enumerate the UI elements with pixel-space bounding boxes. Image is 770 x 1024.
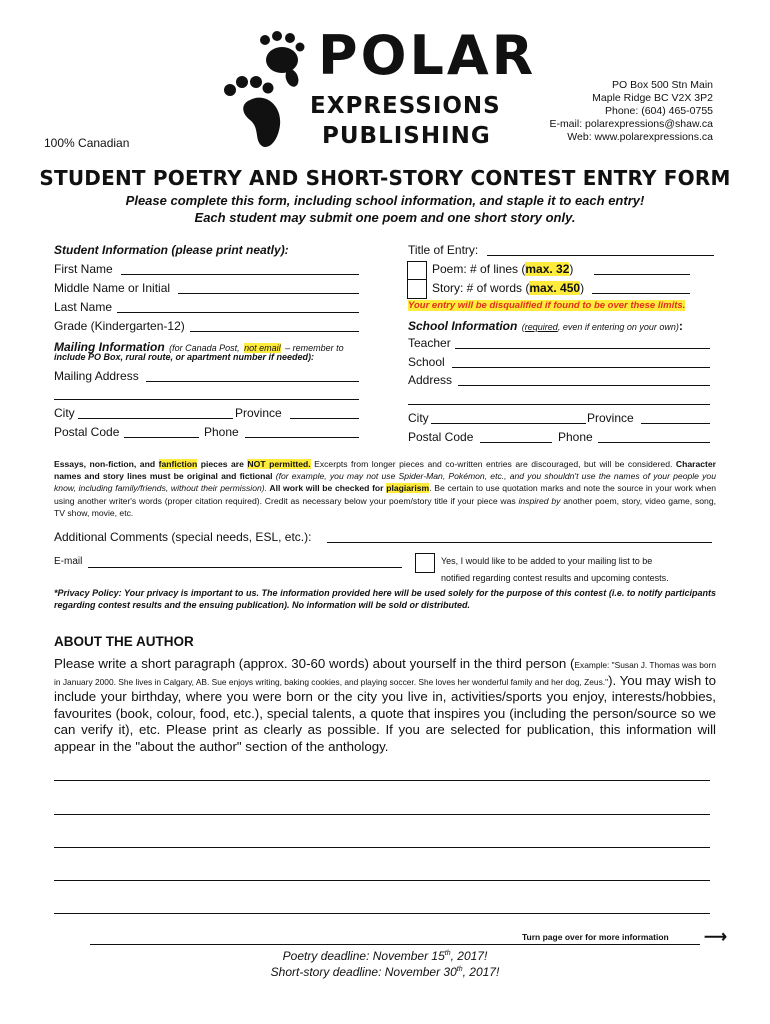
canadian-label: 100% Canadian <box>44 136 130 150</box>
address-line: Phone: (604) 465-0755 <box>605 105 713 117</box>
about-author-lead: Please write a short paragraph (approx. 30-60 words) about yourself in the third person ( <box>54 656 575 671</box>
rules-inspired-by: inspired by <box>518 495 561 506</box>
school-label: School <box>408 355 445 369</box>
province-label: Province <box>235 406 282 420</box>
poetry-deadline-sup: th <box>444 950 451 957</box>
rules-paragraph <box>54 458 716 519</box>
form-subtitle-1: Please complete this form, including school information, and staple it to each entry! <box>125 193 645 208</box>
school-address-label: Address <box>408 373 453 387</box>
middle-name-field[interactable] <box>178 293 359 294</box>
additional-comments-field[interactable] <box>327 542 712 543</box>
story-checkbox[interactable] <box>407 279 427 299</box>
story-deadline <box>0 965 770 979</box>
last-name-field[interactable] <box>117 312 359 313</box>
email-field[interactable] <box>88 567 402 568</box>
form-title: STUDENT POETRY AND SHORT-STORY CONTEST ENTRY FORM <box>39 166 731 190</box>
school-phone-label: Phone <box>558 430 593 444</box>
grade-label: Grade (Kindergarten-12) <box>54 319 185 333</box>
postal-code-label: Postal Code <box>54 425 120 439</box>
school-address-field-2[interactable] <box>408 404 710 405</box>
rules-p1c: Excerpts from longer pieces and co-written entries are discouraged, but will be considered. <box>310 459 676 469</box>
story-deadline-end: , 2017! <box>462 965 500 979</box>
poem-label: Poem: # of lines ( <box>432 262 526 276</box>
mailing-list-text-1: Yes, I would like to be added to your mailing list to be <box>441 556 653 566</box>
school-note: (required, even if entering on your own) <box>521 322 679 332</box>
author-line-4[interactable] <box>54 880 710 881</box>
grade-field[interactable] <box>190 331 359 332</box>
about-author-example: Example: "Susan J. Thomas was born in January 2000. She lives in Calgary, AB. Sue enjoys writing, baking cookies, and playing soccer. She loves her wonderful family and her dog, Zeus." <box>54 660 716 687</box>
rules-p3d: another poem, story, video game, song, TV show, movie, etc. <box>54 495 717 518</box>
disqualified-warning: Your entry will be disqualified if found to be over these limits. <box>408 300 686 311</box>
rules-p2: Character names and story lines must be original and fictional <box>54 459 716 482</box>
rules-p3: All work will be checked for <box>267 483 387 494</box>
rules-p3c: . Be certain to use quotation marks and note the source in your work when using another writer's words (proper citation required). Credit as necessary below your poem/story title if your piece was <box>54 483 717 506</box>
about-author-rest: ). You may wish to include your birthday, where you were born or the city you live in, activities/sports you enjoy, interests/hobbies, favourites (book, colour, food, etc.), special talents, a quote that inspires you (including the person/source so we can verify it), etc. Please print as clearly as possible. If you are selected for publication, this information will appear in the "about the author" section of the anthology. <box>54 672 716 754</box>
school-info-heading: School Information (required, even if entering on your own): <box>408 319 683 333</box>
poem-lines-field[interactable] <box>594 274 690 275</box>
address-line: PO Box 500 Stn Main <box>612 79 713 91</box>
last-name-label: Last Name <box>54 300 113 314</box>
turn-page-text: Turn page over for more information <box>522 932 669 942</box>
phone-field[interactable] <box>245 437 359 438</box>
mailing-list-text-2: notified regarding contest results and upcoming contests. <box>441 573 669 583</box>
author-line-5[interactable] <box>54 913 710 914</box>
address-line[interactable]: E-mail: polarexpressions@shaw.ca <box>549 118 713 130</box>
rules-plagiarism: plagiarism <box>386 483 430 494</box>
logo-publishing: PUBLISHING <box>322 123 491 149</box>
story-deadline-text: Short-story deadline: November 30 <box>270 965 457 979</box>
email-label: E-mail <box>54 556 83 567</box>
school-province-field[interactable] <box>641 423 710 424</box>
mailing-list-checkbox[interactable] <box>415 553 435 573</box>
mailing-info-title: Mailing Information <box>54 340 165 354</box>
mailing-note-2: include PO Box, rural route, or apartment number if needed): <box>54 352 315 362</box>
rules-p2-italic: (for example, you may not use Spider-Man, Pokémon, etc., and you shouldn't use the names of your people you know, including family/friends, without their permission). <box>54 471 716 494</box>
student-info-heading: Student Information (please print neatly): <box>54 243 289 257</box>
additional-comments-label: Additional Comments (special needs, ESL, etc.): <box>54 530 312 544</box>
poetry-deadline-text: Poetry deadline: November 15 <box>282 949 445 963</box>
mailing-note-highlight: not email <box>244 343 281 353</box>
author-line-1[interactable] <box>54 780 710 781</box>
story-label: Story: # of words ( <box>432 281 530 295</box>
school-info-title: School Information <box>408 319 518 333</box>
teacher-label: Teacher <box>408 336 451 350</box>
logo-polar: POLAR <box>318 24 537 87</box>
rules-p1b: pieces are <box>197 459 248 469</box>
title-of-entry-label: Title of Entry: <box>408 243 479 257</box>
first-name-field[interactable] <box>121 274 359 275</box>
mailing-note-a: (for Canada Post, <box>169 343 240 353</box>
story-label-end: ) <box>580 281 585 295</box>
school-province-label: Province <box>587 411 634 425</box>
school-postal-code-field[interactable] <box>480 442 552 443</box>
rules-not-permitted: NOT permitted. <box>247 459 311 469</box>
school-address-field[interactable] <box>458 385 710 386</box>
school-city-label: City <box>408 411 429 425</box>
about-author-heading: ABOUT THE AUTHOR <box>54 634 194 649</box>
mailing-note-b: – remember to <box>285 343 344 353</box>
school-note-required: required <box>524 322 558 332</box>
about-author-paragraph <box>54 656 716 756</box>
story-deadline-sup: th <box>456 966 463 973</box>
teacher-field[interactable] <box>455 348 710 349</box>
story-words-field[interactable] <box>592 293 690 294</box>
story-max: max. 450 <box>529 281 581 295</box>
school-city-field[interactable] <box>431 423 586 424</box>
address-line[interactable]: Web: www.polarexpressions.ca <box>567 131 713 143</box>
middle-name-label: Middle Name or Initial <box>54 281 171 295</box>
contact-address <box>549 79 713 144</box>
arrow-right-icon: ⟶ <box>704 929 727 946</box>
phone-label: Phone <box>204 425 239 439</box>
author-line-3[interactable] <box>54 847 710 848</box>
mailing-address-label: Mailing Address <box>54 369 139 383</box>
footer-rule <box>90 944 700 945</box>
school-postal-code-label: Postal Code <box>408 430 474 444</box>
poetry-deadline <box>0 949 770 963</box>
poem-max: max. 32 <box>525 262 570 276</box>
privacy-policy: *Privacy Policy: Your privacy is important to us. The information provided here will be used solely for the purpose of this contest (i.e. to notify participants regarding contest results and the ensuing publication). No information will be sold or distributed. <box>54 588 716 610</box>
mailing-address-field-2[interactable] <box>54 399 359 400</box>
postal-code-field[interactable] <box>124 437 199 438</box>
logo-expressions: EXPRESSIONS <box>310 93 501 119</box>
poem-label-end: ) <box>569 262 574 276</box>
school-phone-field[interactable] <box>598 442 710 443</box>
province-field[interactable] <box>290 418 359 419</box>
school-field[interactable] <box>452 367 710 368</box>
poem-checkbox[interactable] <box>407 261 427 281</box>
title-of-entry-field[interactable] <box>487 255 714 256</box>
school-note-rest: , even if entering on your own) <box>557 322 679 332</box>
author-line-2[interactable] <box>54 814 710 815</box>
bear-paw-logo-icon <box>220 30 316 152</box>
form-subtitle-2: Each student may submit one poem and one short story only. <box>194 210 576 225</box>
city-label: City <box>54 406 75 420</box>
rules-p1a: Essays, non-fiction, and <box>54 459 159 469</box>
poetry-deadline-end: , 2017! <box>450 949 488 963</box>
address-line: Maple Ridge BC V2X 3P2 <box>592 92 713 104</box>
first-name-label: First Name <box>54 262 113 276</box>
city-field[interactable] <box>78 418 233 419</box>
mailing-address-field[interactable] <box>146 381 359 382</box>
rules-fanfiction: fanfiction <box>158 459 198 469</box>
